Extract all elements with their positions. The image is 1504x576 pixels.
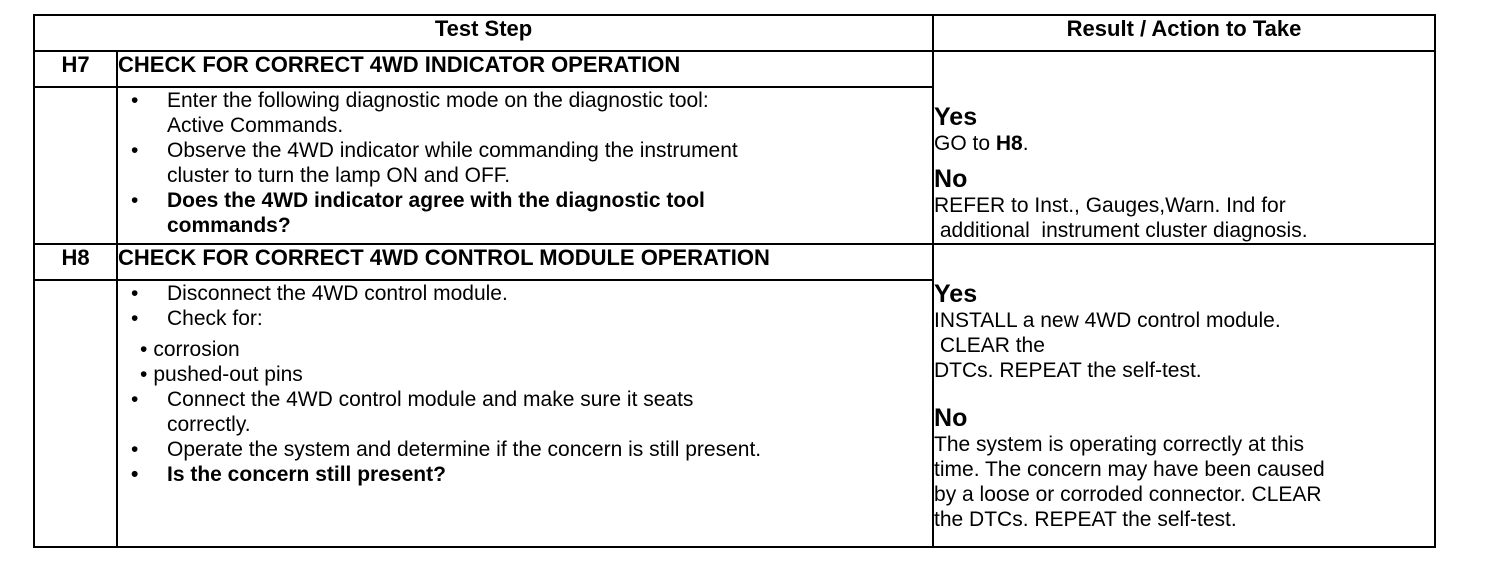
h8-blank-cell (34, 280, 117, 547)
h8-step-list (118, 281, 932, 487)
h7-steps-cell (117, 87, 933, 244)
result-header: Result / Action to Take (933, 15, 1435, 51)
h7-no-label: No (934, 165, 968, 193)
list-item: • Is the concern still present? (131, 463, 446, 486)
h8-yes-line-1: INSTALL a new 4WD control module. (934, 309, 1281, 332)
h7-step-id: H7 (34, 51, 117, 87)
h8-steps-cell (117, 280, 933, 547)
list-item: • Check for: • corrosion • pushed-out pins (118, 306, 932, 387)
h7-result-cell (933, 51, 1435, 244)
h8-no-line-2: time. The concern may have been caused (934, 458, 1325, 481)
h7-title-row (34, 51, 1435, 87)
list-item: • Connect the 4WD control module and make sure it seats correctly. (131, 388, 694, 436)
h7-step-list (118, 88, 932, 238)
h8-yes-line-3: DTCs. REPEAT the self-test. (934, 359, 1202, 382)
h7-no-line-2: additional instrument cluster diagnosis. (934, 219, 1308, 242)
h8-no-line-1: The system is operating correctly at this (934, 433, 1304, 456)
h7-yes-text: GO to H8. (934, 132, 1029, 155)
h7-step-title: CHECK FOR CORRECT 4WD INDICATOR OPERATION (117, 51, 933, 87)
list-item: • corrosion (140, 338, 240, 361)
h8-step-title: CHECK FOR CORRECT 4WD CONTROL MODULE OPERATION (117, 244, 933, 280)
h8-step-id: H8 (34, 244, 117, 280)
h7-yes-label: Yes (934, 103, 978, 131)
list-item: • Does the 4WD indicator agree with the diagnostic tool commands? (131, 189, 705, 237)
list-item: • pushed-out pins (140, 363, 303, 386)
diagnostic-table (33, 14, 1436, 548)
list-item: • Operate the system and determine if the concern is still present. (131, 438, 762, 461)
header-row (34, 15, 1435, 51)
list-item: • Disconnect the 4WD control module. (131, 282, 508, 305)
list-item: • Enter the following diagnostic mode on the diagnostic tool: Active Commands. (131, 89, 709, 137)
h8-yes-line-2: CLEAR the (934, 334, 1045, 357)
list-item: • Observe the 4WD indicator while commanding the instrument cluster to turn the lamp ON and OFF. (131, 139, 738, 187)
h8-no-line-3: by a loose or corroded connector. CLEAR (934, 483, 1322, 506)
h8-title-row (34, 244, 1435, 280)
h7-blank-cell (34, 87, 117, 244)
h8-no-label: No (934, 404, 968, 432)
h7-no-line-1: REFER to Inst., Gauges,Warn. Ind for (934, 194, 1286, 217)
h8-result-cell (933, 244, 1435, 547)
h8-no-line-4: the DTCs. REPEAT the self-test. (934, 508, 1237, 531)
test-step-header: Test Step (34, 15, 933, 51)
h8-yes-label: Yes (934, 280, 978, 308)
